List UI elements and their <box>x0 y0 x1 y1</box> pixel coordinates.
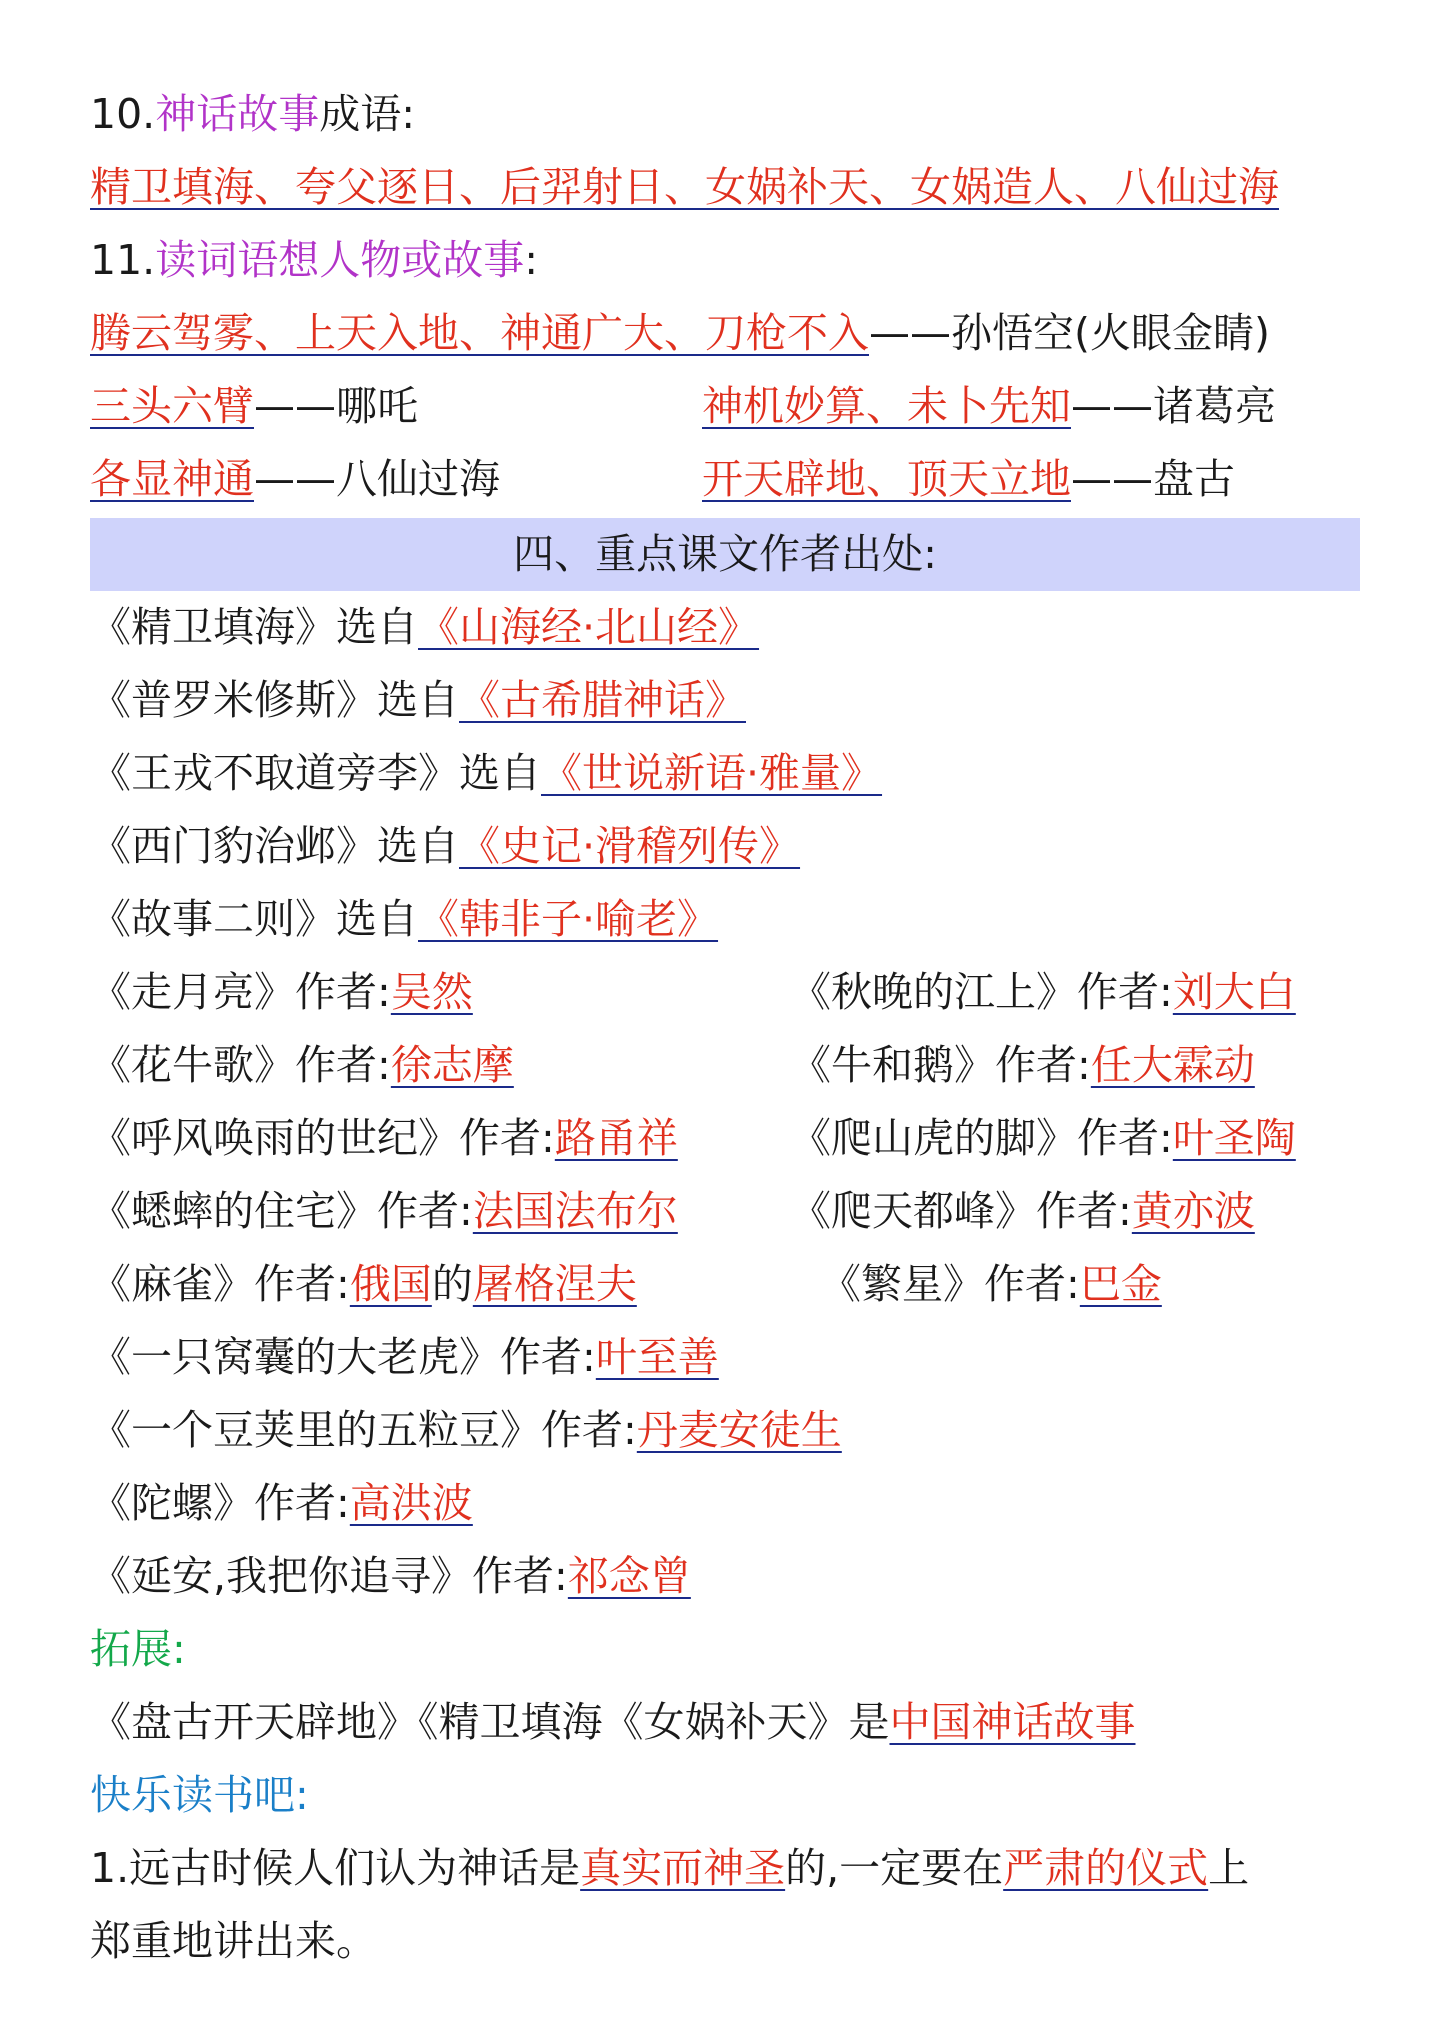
author-title: 《陀螺》作者: <box>90 1479 350 1527</box>
author-country: 俄国 <box>349 1260 432 1308</box>
reading-answer: 真实而神圣 <box>580 1844 786 1892</box>
source-book: 《山海经·北山经》 <box>418 603 760 651</box>
sec10-idioms-line <box>90 151 1360 224</box>
sec11-row3-right <box>702 443 1235 516</box>
author-name: 吴然 <box>390 968 473 1016</box>
author-name: 叶圣陶 <box>1172 1114 1296 1162</box>
reading-text: 郑重地讲出来。 <box>90 1917 377 1965</box>
sec11-row3 <box>90 443 1360 516</box>
source-row <box>90 883 1360 956</box>
author-name: 徐志摩 <box>390 1041 514 1089</box>
sec10-idioms: 精卫填海、夸父逐日、后羿射日、女娲补天、女娲造人、八仙过海 <box>90 163 1279 211</box>
author-right <box>790 1029 1255 1102</box>
reading-heading: 快乐读书吧: <box>90 1771 309 1819</box>
author-title: 《一个豆荚里的五粒豆》作者: <box>90 1406 637 1454</box>
source-row <box>90 664 1360 737</box>
source-row <box>90 737 1360 810</box>
author-title: 《麻雀》作者: <box>90 1260 350 1308</box>
author-row <box>90 1467 1360 1540</box>
sec11-heading <box>90 224 1360 297</box>
author-row <box>90 1029 1360 1102</box>
sec11-prefix: 11. <box>90 236 156 284</box>
author-name: 法国法布尔 <box>472 1187 678 1235</box>
extension-heading: 拓展: <box>90 1625 186 1673</box>
source-book: 《韩非子·喻老》 <box>418 895 719 943</box>
extension-line <box>90 1686 1360 1759</box>
reading-answer: 严肃的仪式 <box>1003 1844 1209 1892</box>
author-title: 《呼风唤雨的世纪》作者: <box>90 1114 555 1162</box>
author-title: 《走月亮》作者: <box>90 968 391 1016</box>
author-title: 《繁星》作者: <box>820 1260 1080 1308</box>
sec11-row3-left-words: 各显神通 <box>90 455 254 503</box>
author-title: 《花牛歌》作者: <box>90 1041 391 1089</box>
section-banner: 四、重点课文作者出处: <box>90 518 1360 591</box>
sec10-prefix: 10. <box>90 90 156 138</box>
sec10-topic: 神话故事 <box>155 90 320 138</box>
sec11-row3-right-answer: ——盘古 <box>1071 455 1235 503</box>
author-right <box>790 956 1296 1029</box>
author-title: 《爬山虎的脚》作者: <box>790 1114 1173 1162</box>
sec11-row3-right-words: 开天辟地、顶天立地 <box>702 455 1071 503</box>
sec11-row1-words: 腾云驾雾、上天入地、神通广大、刀枪不入 <box>90 309 869 357</box>
source-book: 《古希腊神话》 <box>459 676 746 724</box>
reading-text: 上 <box>1208 1844 1250 1892</box>
reading-p1-cont <box>90 1905 1360 1978</box>
author-right <box>790 1175 1255 1248</box>
source-book: 《世说新语·雅量》 <box>541 749 883 797</box>
author-de: 的 <box>431 1260 473 1308</box>
author-name: 任大霖动 <box>1090 1041 1255 1089</box>
sec11-row2-left-words: 三头六臂 <box>90 382 254 430</box>
reading-p1 <box>90 1832 1360 1905</box>
source-row <box>90 810 1360 883</box>
document-page <box>90 78 1360 1978</box>
author-row <box>90 956 1360 1029</box>
author-title: 《蟋蟀的住宅》作者: <box>90 1187 473 1235</box>
author-name: 屠格涅夫 <box>472 1260 637 1308</box>
author-name: 黄亦波 <box>1131 1187 1255 1235</box>
author-name: 丹麦安徒生 <box>636 1406 842 1454</box>
author-title: 《延安,我把你追寻》作者: <box>90 1552 568 1600</box>
sec11-row1-answer: ——孙悟空(火眼金睛) <box>869 309 1270 357</box>
extension-text: 《盘古开天辟地》《精卫填海《女娲补天》是 <box>90 1698 890 1746</box>
reading-text: 的,一定要在 <box>785 1844 1004 1892</box>
author-row <box>90 1248 1360 1321</box>
source-title: 《王戎不取道旁李》选自 <box>90 749 541 797</box>
source-title: 《故事二则》选自 <box>90 895 418 943</box>
author-name: 高洪波 <box>349 1479 473 1527</box>
author-right <box>820 1248 1162 1321</box>
reading-text: 1.远古时候人们认为神话是 <box>90 1844 581 1892</box>
source-title: 《普罗米修斯》选自 <box>90 676 459 724</box>
source-book: 《史记·滑稽列传》 <box>459 822 801 870</box>
author-title: 《秋晚的江上》作者: <box>790 968 1173 1016</box>
sec11-topic: 读词语想人物或故事 <box>155 236 525 284</box>
author-name: 路甬祥 <box>554 1114 678 1162</box>
sec11-row2-right <box>702 370 1276 443</box>
source-title: 《西门豹治邺》选自 <box>90 822 459 870</box>
author-right <box>790 1102 1296 1175</box>
sec11-row3-left-answer: ——八仙过海 <box>254 455 500 503</box>
extension-answer: 中国神话故事 <box>889 1698 1136 1746</box>
source-row <box>90 591 1360 664</box>
author-title: 《牛和鹅》作者: <box>790 1041 1091 1089</box>
sec11-row2 <box>90 370 1360 443</box>
sec11-row2-left-answer: ——哪吒 <box>254 382 418 430</box>
sec10-suffix: 成语: <box>319 90 416 138</box>
author-name: 祁念曾 <box>567 1552 691 1600</box>
sec11-row2-right-words: 神机妙算、未卜先知 <box>702 382 1071 430</box>
sec11-suffix: : <box>524 236 539 284</box>
author-row <box>90 1102 1360 1175</box>
author-row <box>90 1321 1360 1394</box>
sec11-row2-right-answer: ——诸葛亮 <box>1071 382 1276 430</box>
author-row <box>90 1540 1360 1613</box>
sec10-heading <box>90 78 1360 151</box>
author-name: 刘大白 <box>1172 968 1296 1016</box>
sec11-row1 <box>90 297 1360 370</box>
author-row <box>90 1175 1360 1248</box>
author-row <box>90 1394 1360 1467</box>
author-title: 《爬天都峰》作者: <box>790 1187 1132 1235</box>
author-title: 《一只窝囊的大老虎》作者: <box>90 1333 596 1381</box>
author-name: 巴金 <box>1079 1260 1162 1308</box>
source-title: 《精卫填海》选自 <box>90 603 418 651</box>
author-name: 叶至善 <box>595 1333 719 1381</box>
